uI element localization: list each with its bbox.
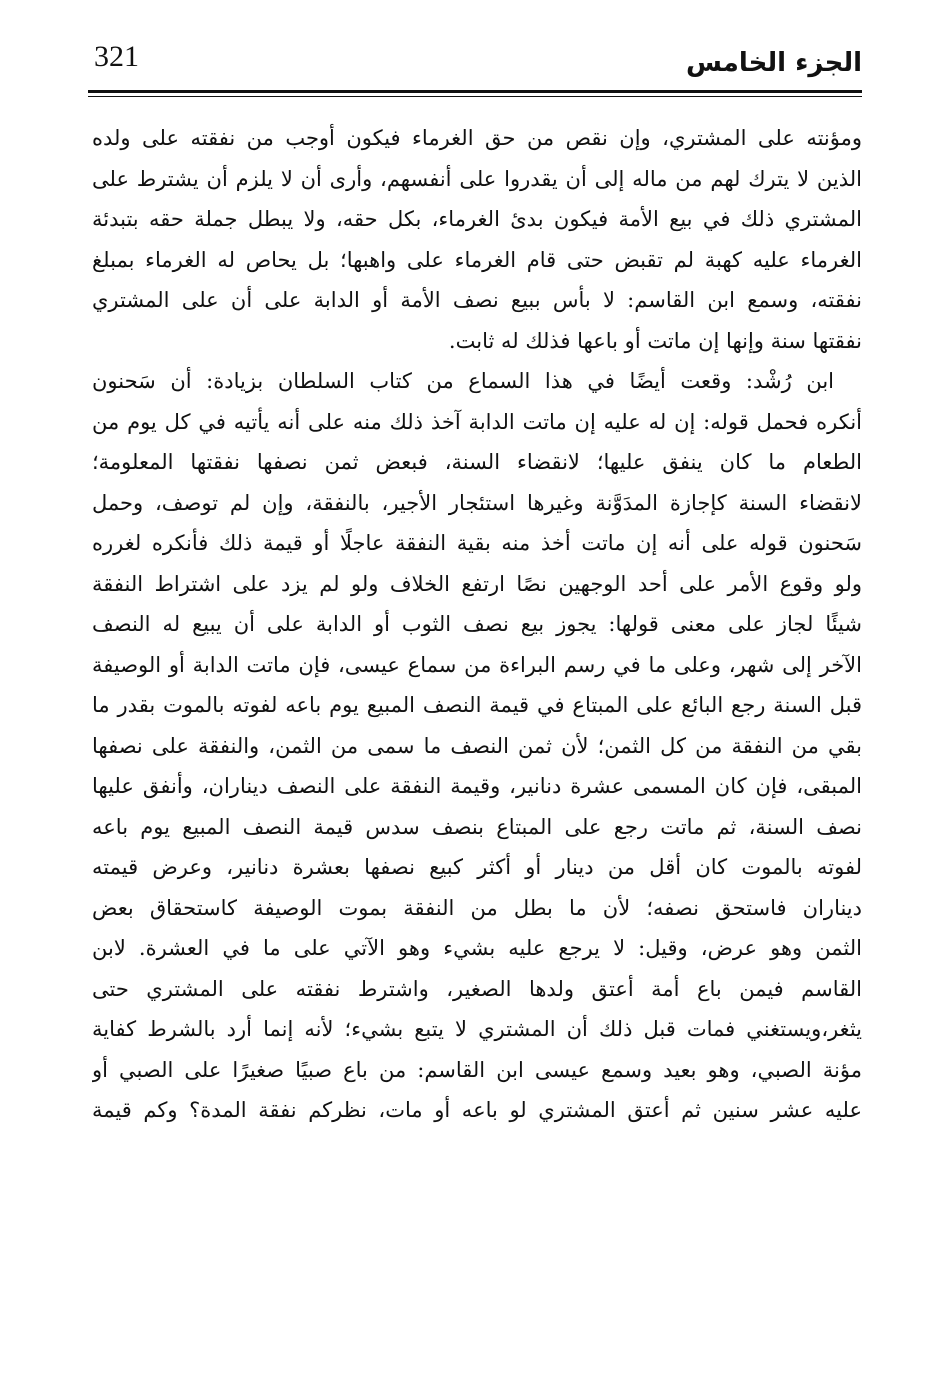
text-line: نفقتها سنة وإنها إن ماتت أو باعها فذلك له ثابت. <box>448 328 862 353</box>
text-line: بقي من النفقة من كل الثمن؛ لأن ثمن النصف ما سمى من الثمن، والنفقة على نصفها <box>92 733 862 758</box>
text-line: الطعام ما كان ينفق عليها؛ لانقضاء السنة، فبعض ثمن نصفها نفقتها المعلومة؛ <box>92 450 862 474</box>
text-line: عليه عشر سنين ثم أعتق المشتري لو باعه أو مات، نظركم نفقة المدة؟ وكم قيمة <box>92 1098 862 1122</box>
running-head: الجزء الخامس <box>686 48 862 78</box>
text-line: مؤنة الصبي، وهو بعيد وسمع عيسى ابن القاسم: من باع صبيًا صغيرًا على الصبي أو <box>92 1057 862 1082</box>
text-line: أنكره فحمل قوله: إن له عليه إن ماتت الدابة آخذ ذلك منه على أنه يأتيه في كل يوم من <box>92 409 862 434</box>
text-line: يثغر،ويستغني فمات قبل ذلك أن المشتري لا يتبع بشيء؛ لأنه إنما أرد بالشرط كفاية <box>92 1017 862 1041</box>
text-line: لفوته بالموت كان أقل من دينار أو أكثر كبيع نصفها بعشرة دنانير، وعرض قيمته <box>92 855 862 879</box>
text-line: ومؤنته على المشتري، وإن نقص من حق الغرماء فيكون أوجب من نفقته على ولده <box>92 126 862 150</box>
text-line: لانقضاء السنة كإجازة المدَوَّنة وغيرها استئجار الأجير، بالنفقة، وإن لم توصف، وحمل <box>92 490 862 515</box>
text-line: نصف السنة، ثم ماتت رجع على المبتاع بنصف سدس قيمة النصف المبيع يوم باعه <box>92 814 862 839</box>
page-header <box>88 38 862 94</box>
text-line: ابن رُشْد: وقعت أيضًا في هذا السماع من كتاب السلطان بزيادة: أن سَحنون <box>92 369 834 393</box>
text-line: المبقى، فإن كان المسمى عشرة دنانير، وقيمة النفقة على النصف ديناران، وأنفق عليها <box>92 774 862 798</box>
text-line: الثمن وهو عرض، وقيل: لا يرجع عليه بشيء وهو الآتي على ما في العشرة. لابن <box>92 936 862 960</box>
page-number: 321 <box>94 40 139 73</box>
text-line: القاسم فيمن باع أمة أعتق ولدها الصغير، واشترط نفقته على المشتري حتى <box>92 976 862 1001</box>
header-rule-thick <box>88 90 862 93</box>
text-line: شيئًا لجاز على معنى قولها: يجوز بيع نصف الثوب أو الدابة على أن يبيع له النصف <box>92 612 862 636</box>
text-line: ولو وقوع الأمر على أحد الوجهين نصًا ارتفع الخلاف ولو لم يزد على اشتراط النفقة <box>92 571 862 596</box>
text-line: نفقته، وسمع ابن القاسم: لا بأس ببيع نصف الأمة أو الدابة على أن على المشتري <box>92 288 862 312</box>
text-line: المشتري ذلك في بيع الأمة فيكون بدئ الغرماء، بكل حقه، ولا يبطل جملة حقه بتبدئة <box>92 207 862 231</box>
body-text <box>92 118 862 1131</box>
text-line: الآخر إلى شهر، وعلى ما في رسم البراءة من سماع عيسى، فإن ماتت الدابة أو الوصيفة <box>92 652 862 677</box>
text-line: ديناران فاستحق نصفه؛ لأن ما بطل من النفقة بموت الوصيفة كاستحقاق بعض <box>92 895 862 920</box>
text-line: سَحنون قوله على أنه إن ماتت أخذ منه بقية النفقة عاجلًا أو قيمة ذلك فأنكره لغرره <box>92 531 862 555</box>
header-rule-thin <box>88 96 862 97</box>
text-line: الذين لا يترك لهم من ماله إلى أن يقدروا على أنفسهم، وأرى أن لا يلزم أن يشترط على <box>92 166 862 191</box>
text-line: قبل السنة رجع البائع على المبتاع في قيمة النصف المبيع يوم باعه لفوته بالموت بقدر ما <box>92 693 862 717</box>
text-line: الغرماء عليه كهبة لم تقبض حتى قام الغرماء على واهبها؛ بل يحاص له الغرماء بمبلغ <box>92 247 862 272</box>
